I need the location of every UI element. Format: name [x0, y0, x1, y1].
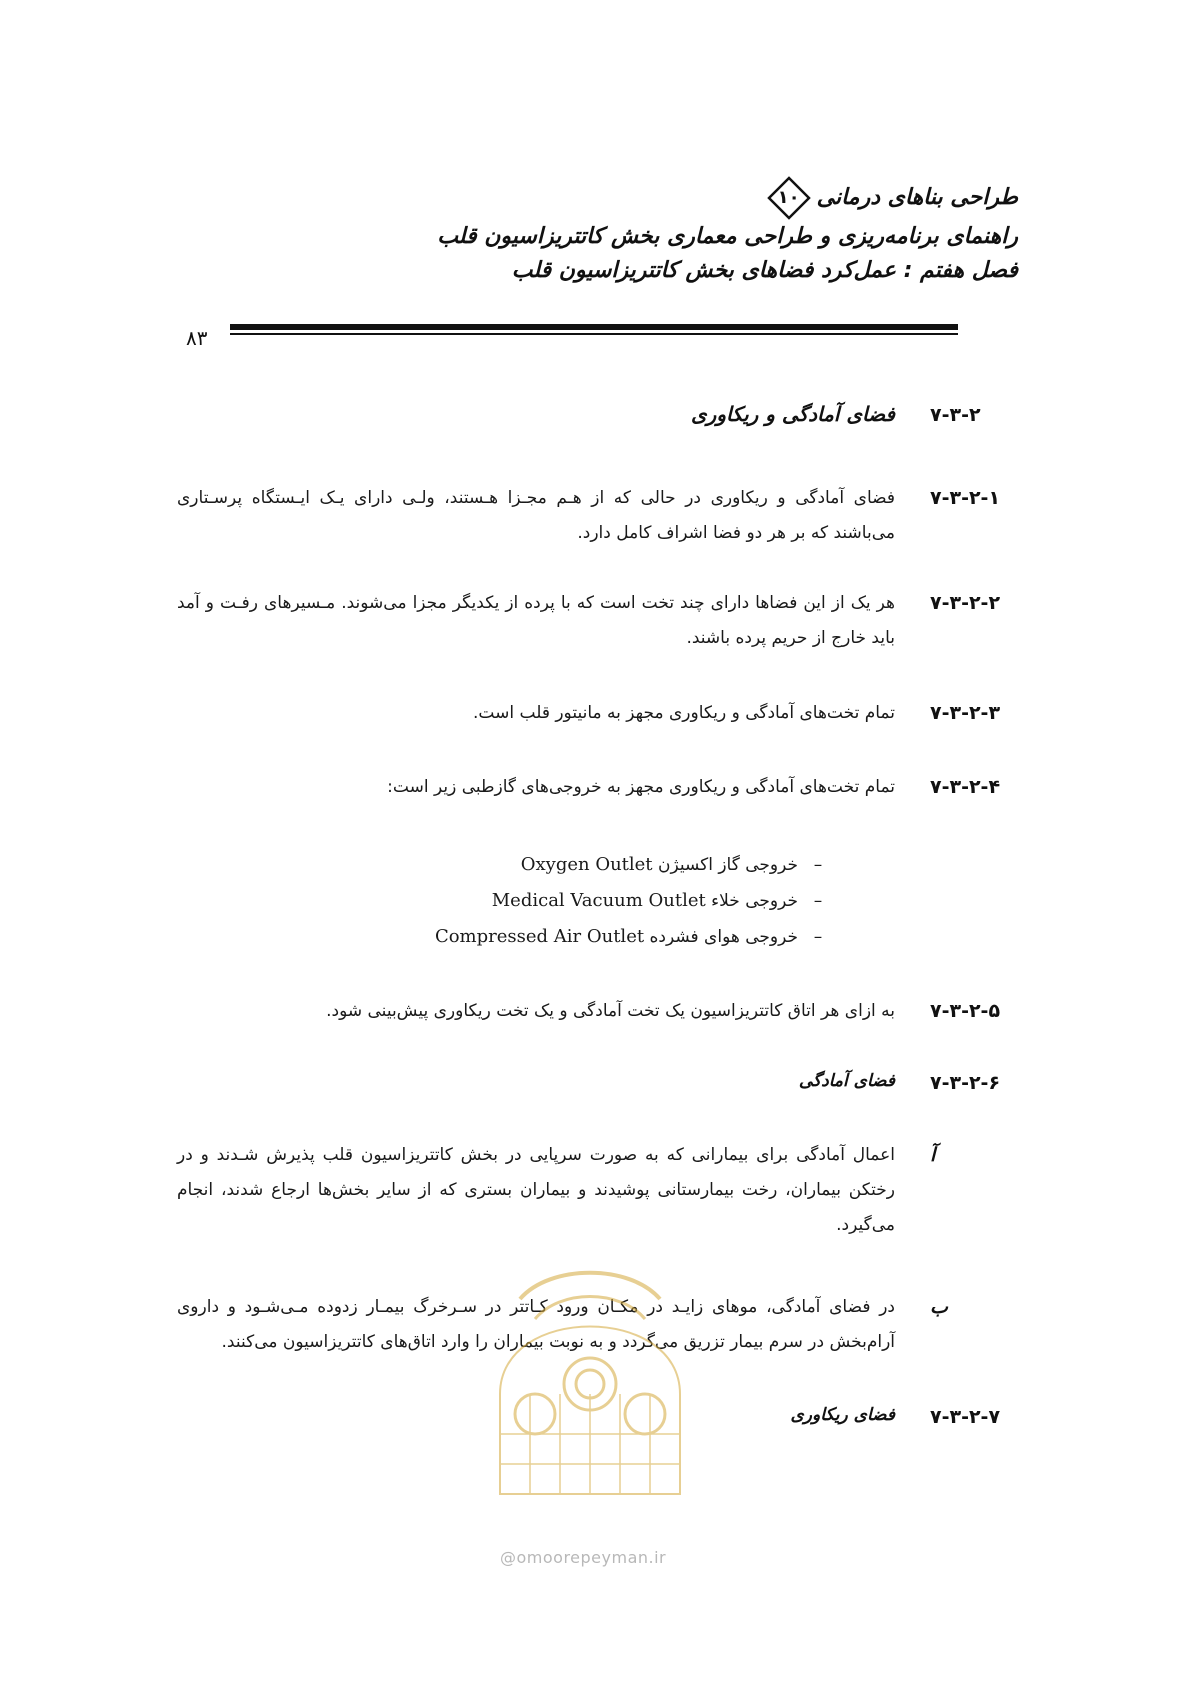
subsection-heading: فضای ریکاوری [790, 1405, 895, 1425]
outlet-label-fa: خروجی گاز اکسیژن [657, 855, 798, 875]
bullet-dash: – [813, 891, 823, 911]
outlet-list-item [238, 848, 838, 882]
section-number: ۷-۳-۲-۴ [930, 776, 1001, 798]
bullet-dash: – [813, 855, 823, 875]
item-letter: آ [930, 1144, 936, 1166]
bullet-dash: – [813, 927, 823, 947]
outlet-label-fa: خروجی خلاء [711, 891, 798, 911]
item-letter: ب [930, 1296, 948, 1318]
book-title-line [218, 176, 1018, 220]
volume-number: ۱۰ [777, 187, 800, 208]
section-number: ۷-۳-۲-۷ [930, 1406, 1001, 1428]
item-paragraph: در فضای آمادگی، موهای زایـد در مکـان ورود کـاتتر در سـرخرگ بیمـار زدوده مـی‌شـود و داروی آرام‌بخش در سرم بیمار تزریق می‌گردد و به نوبت بیماران را وارد اتاق‌های کاتتریزاسیون می‌کنند. [177, 1297, 895, 1352]
outlet-list-item [238, 884, 838, 918]
header-rule-thick [230, 324, 958, 330]
section-number: ۷-۳-۲-۲ [930, 592, 1001, 614]
section-number: ۷-۳-۲-۱ [930, 487, 1001, 509]
watermark-url: @omoorepeyman.ir [500, 1548, 667, 1567]
section-paragraph: به ازای هر اتاق کاتتریزاسیون یک تخت آمادگی و یک تخت ریکاوری پیش‌بینی شود. [326, 1001, 895, 1021]
subsection-heading: فضای آمادگی [798, 1071, 895, 1091]
section-number: ۷-۳-۲ [930, 404, 981, 426]
book-title: طراحی بناهای درمانی [816, 185, 1018, 210]
section-paragraph: هر یک از این فضاها دارای چند تخت است که با پرده از یکدیگر مجزا می‌شوند. مـسیرهای رفـت و آمد باید خارج از حریم پرده باشند. [177, 593, 895, 648]
guide-title: راهنمای برنامه‌ریزی و طراحی معماری بخش کاتتریزاسیون قلب [437, 224, 1018, 249]
section-paragraph: تمام تخت‌های آمادگی و ریکاوری مجهز به مانیتور قلب است. [473, 703, 895, 723]
header-rule-thin [230, 333, 958, 335]
section-heading: فضای آمادگی و ریکاوری [691, 402, 895, 426]
section-number: ۷-۳-۲-۵ [930, 1000, 1001, 1022]
watermark-logo [460, 1244, 720, 1544]
outlet-label-en: Medical Vacuum Outlet [491, 890, 706, 911]
outlet-label-en: Compressed Air Outlet [434, 926, 645, 947]
section-number: ۷-۳-۲-۶ [930, 1072, 1001, 1094]
chapter-title: فصل هفتم : عمل‌کرد فضاهای بخش کاتتریزاسیون قلب [511, 258, 1018, 283]
volume-badge [767, 176, 811, 220]
page-header [218, 176, 1018, 288]
section-paragraph: فضای آمادگی و ریکاوری در حالی که از هـم مجـزا هـستند، ولـی دارای یـک ایـستگاه پرسـتاری می‌باشند که بر هر دو فضا اشراف کامل دارد. [177, 488, 895, 543]
section-paragraph: تمام تخت‌های آمادگی و ریکاوری مجهز به خروجی‌های گازطبی زیر است: [387, 777, 895, 797]
item-paragraph: اعمال آمادگی برای بیمارانی که به صورت سرپایی در بخش کاتتریزاسیون قلب پذیرش شـدند و در رختکن بیماران، رخت بیمارستانی پوشیدند و بیماران بستری که از سایر بخش‌ها ارجاع شدند، انجام می‌گیرد. [177, 1145, 895, 1235]
outlet-label-fa: خروجی هوای فشرده [649, 927, 798, 947]
page-number: ۸۳ [186, 326, 208, 350]
outlet-label-en: Oxygen Outlet [520, 854, 653, 875]
outlet-list-item [238, 920, 838, 954]
section-number: ۷-۳-۲-۳ [930, 702, 1001, 724]
